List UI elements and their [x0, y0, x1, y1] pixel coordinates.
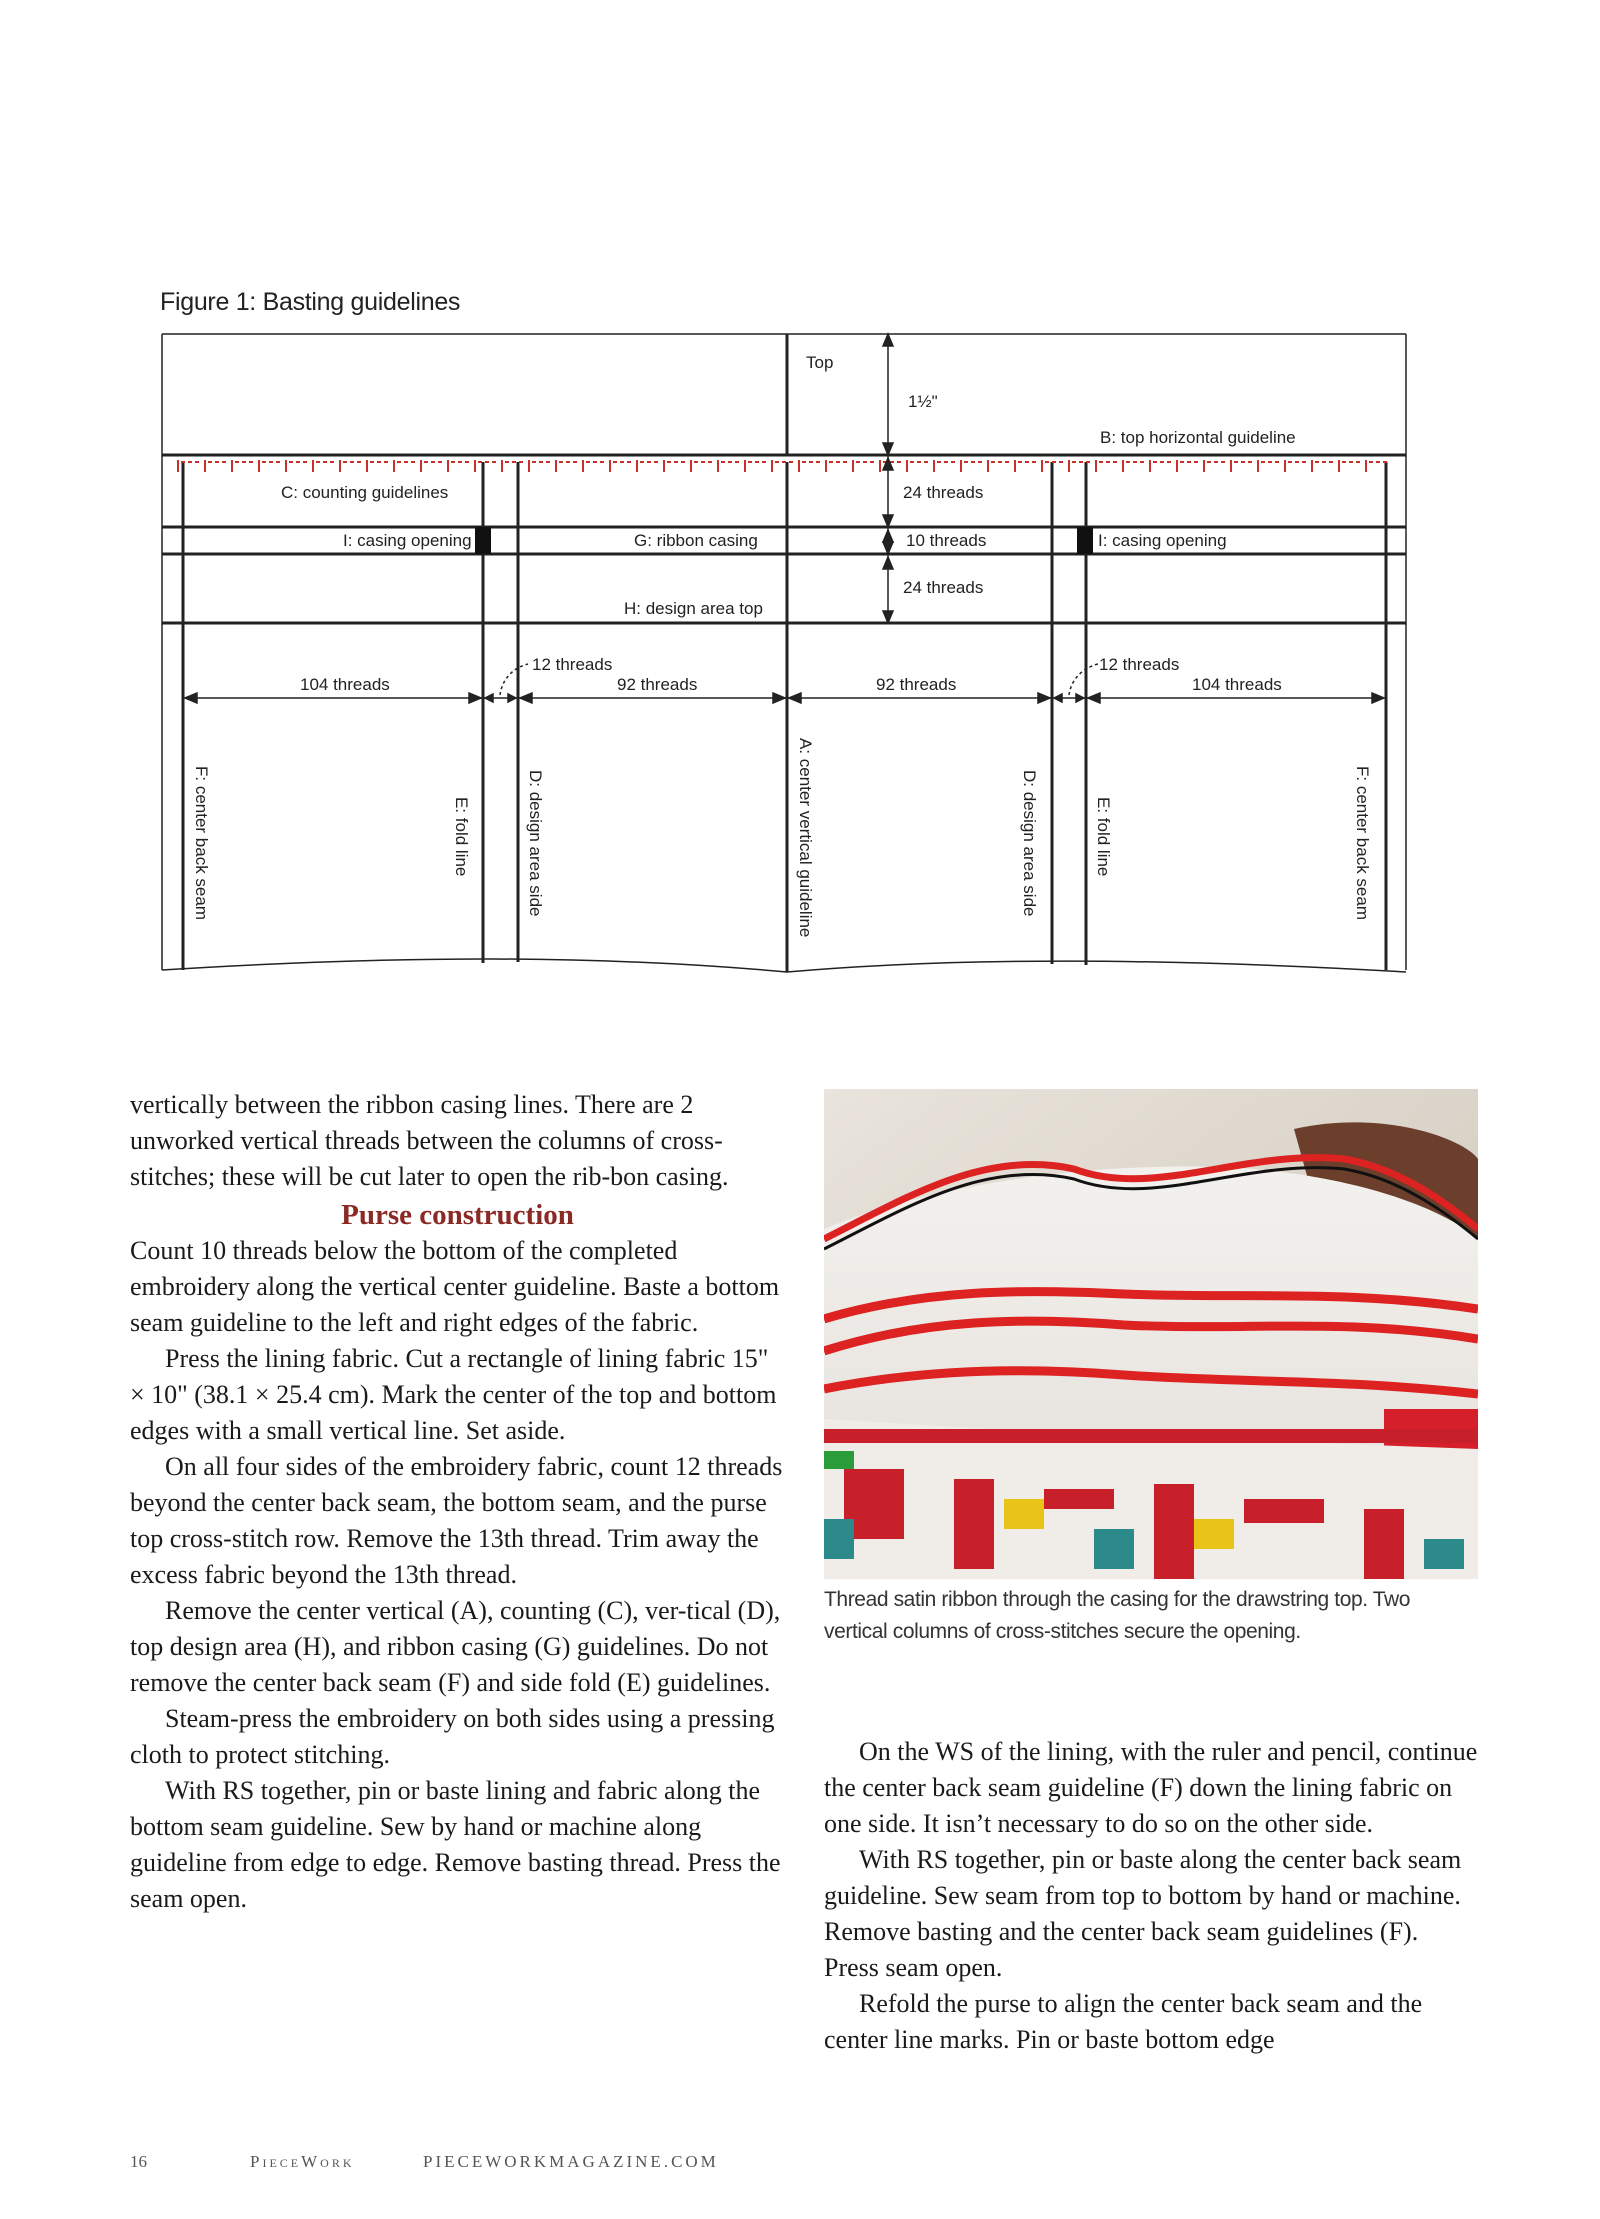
threads-10-label: 10 threads: [906, 531, 987, 550]
threads-24-upper-label: 24 threads: [903, 483, 984, 502]
c-counting-guidelines-label: C: counting guidelines: [281, 483, 449, 502]
section-heading-purse-construction: Purse construction: [341, 1199, 574, 1231]
paragraph: With RS together, pin or baste lining and fabric along the bottom seam guideline. Sew by hand or machine along guideline from edge to edge. Remove basting thread. Press the seam open.: [130, 1776, 781, 1913]
magazine-website: PIECEWORKMAGAZINE.COM: [423, 2152, 719, 2171]
figure-title: Figure 1: Basting guidelines: [160, 288, 461, 316]
a-center-vertical-guideline-label: A: center vertical guideline: [796, 738, 815, 938]
basting-guidelines-diagram: [0, 0, 1600, 1000]
e-fold-line-left-label: E: fold line: [452, 797, 471, 877]
threads-104-right-label: 104 threads: [1192, 675, 1282, 694]
paragraph: Refold the purse to align the center back seam and the center line marks. Pin or baste bottom edge: [824, 1989, 1423, 2054]
page-number: 16: [130, 2152, 147, 2171]
f-center-back-seam-right-label: F: center back seam: [1353, 766, 1372, 921]
top-label: Top: [806, 353, 834, 372]
threads-24-lower-label: 24 threads: [903, 578, 984, 597]
paragraph: On all four sides of the embroidery fabric, count 12 threads beyond the center back seam, the bottom seam, and the purse top cross-stitch row. Remove the 13th thread. Trim away the excess fabric beyond the 13th thread.: [130, 1452, 783, 1589]
photo-caption: Thread satin ribbon through the casing for the drawstring top. Two vertical columns of cross-stitches secure the opening.: [824, 1588, 1411, 1643]
threads-92-left-label: 92 threads: [617, 675, 698, 694]
paragraph: Steam-press the embroidery on both sides using a pressing cloth to protect stitching.: [130, 1704, 775, 1769]
embroidered-purse-photo: [824, 1089, 1478, 1579]
threads-92-right-label: 92 threads: [876, 675, 957, 694]
paragraph: On the WS of the lining, with the ruler and pencil, continue the center back seam guideline (F) down the lining fabric on one side. It isn’t necessary to do so on the other side.: [824, 1737, 1478, 1838]
paragraph: vertically between the ribbon casing lines. There are 2 unworked vertical threads between the columns of cross-stitches; these will be cut later to open the rib-bon casing.: [130, 1090, 729, 1191]
paragraph: Count 10 threads below the bottom of the completed embroidery along the vertical center guideline. Baste a bottom seam guideline to the left and right edges of the fabric.: [130, 1236, 780, 1337]
right-text-column: [824, 1734, 1479, 2058]
paragraph: With RS together, pin or baste along the center back seam guideline. Sew seam from top to bottom by hand or machine. Remove basting and the center back seam guidelines (F). Press seam open.: [824, 1845, 1462, 1982]
left-text-column: [130, 1087, 785, 1917]
magazine-name: PieceWork: [250, 2152, 355, 2171]
g-ribbon-casing-label: G: ribbon casing: [634, 531, 758, 550]
top-measure-label: 1½": [908, 392, 938, 411]
b-top-horizontal-guideline-label: B: top horizontal guideline: [1100, 428, 1296, 447]
d-design-area-side-right-label: D: design area side: [1020, 770, 1039, 917]
threads-12-left-label: 12 threads: [532, 655, 613, 674]
paragraph: Remove the center vertical (A), counting (C), ver-tical (D), top design area (H), and ribbon casing (G) guidelines. Do not remove the center back seam (F) and side fold (E) guidelines.: [130, 1596, 781, 1697]
h-design-area-top-label: H: design area top: [624, 599, 763, 618]
i-casing-opening-right-label: I: casing opening: [1098, 531, 1227, 550]
i-casing-opening-left-label: I: casing opening: [343, 531, 472, 550]
paragraph: Press the lining fabric. Cut a rectangle of lining fabric 15" × 10" (38.1 × 25.4 cm). Mark the center of the top and bottom edges with a small vertical line. Set aside.: [130, 1344, 777, 1445]
threads-12-right-label: 12 threads: [1099, 655, 1180, 674]
d-design-area-side-left-label: D: design area side: [526, 770, 545, 917]
e-fold-line-right-label: E: fold line: [1094, 797, 1113, 877]
threads-104-left-label: 104 threads: [300, 675, 390, 694]
f-center-back-seam-left-label: F: center back seam: [192, 766, 211, 921]
